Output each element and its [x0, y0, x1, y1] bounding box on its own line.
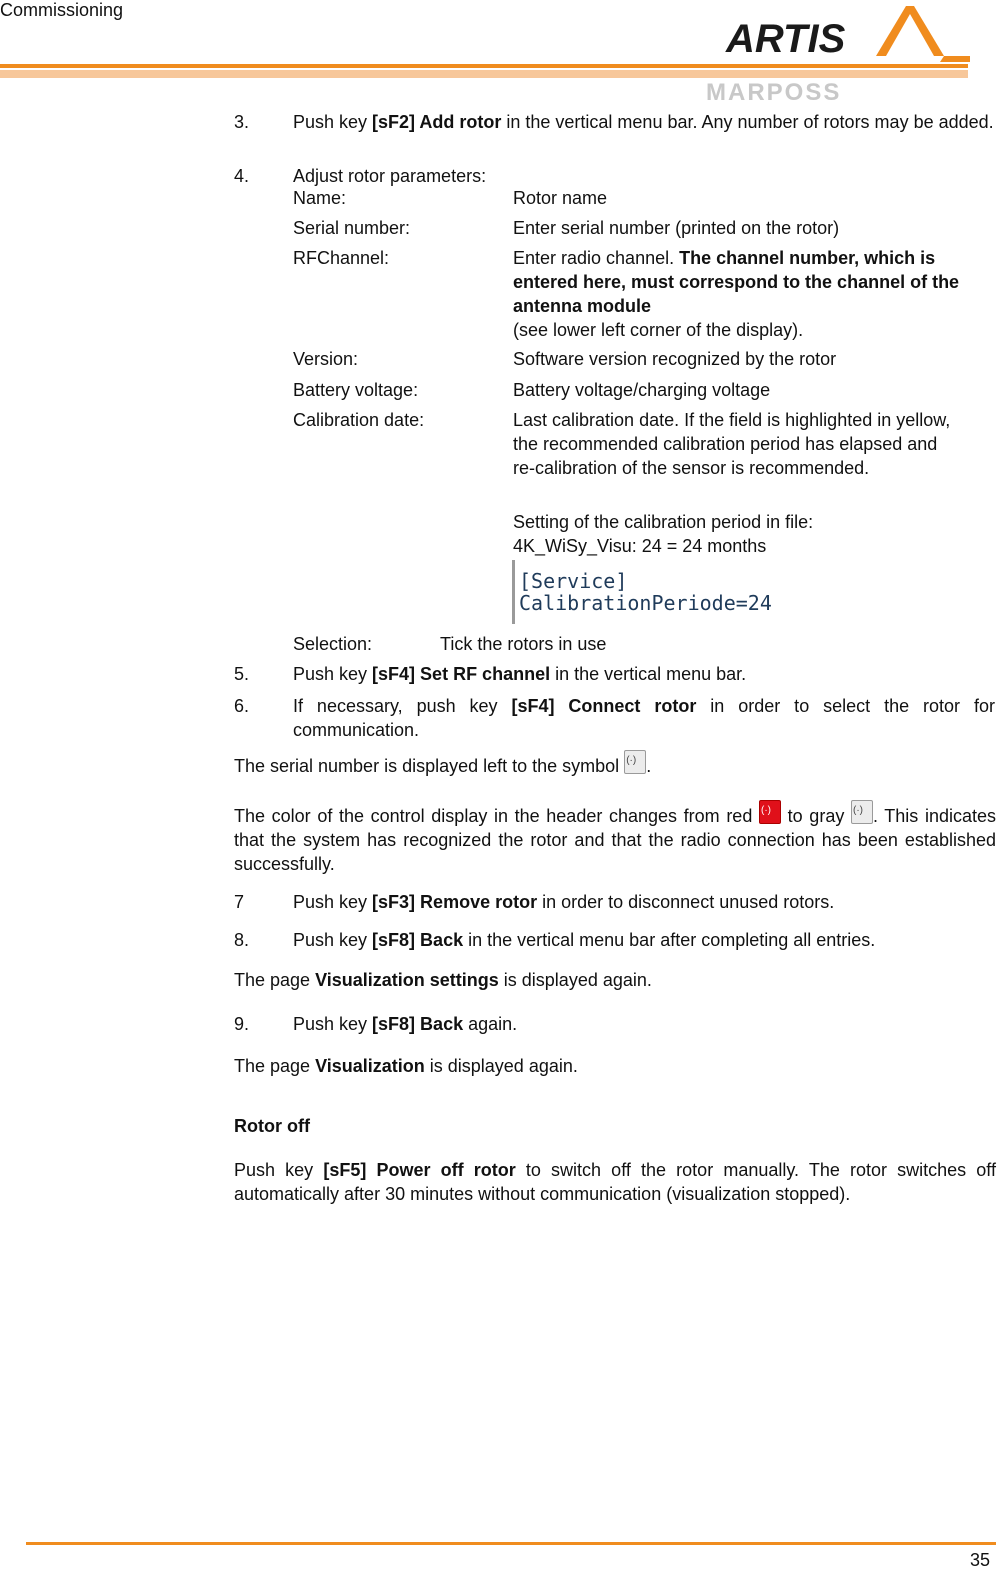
step-number: 8. — [234, 930, 250, 950]
step-number: 6. — [234, 696, 250, 716]
param-label: Selection: — [293, 634, 373, 654]
footer-line — [26, 1542, 996, 1545]
param-value: Tick the rotors in use — [440, 634, 607, 654]
key-remove-rotor: [sF3] Remove rotor — [372, 892, 538, 912]
rotor-off-text: Push key [sF5] Power off rotor to switch off the rotor manually. The rotor switches off automatically after 30 minutes without communication (visualization stopped). — [234, 1160, 996, 1204]
param-value: Last calibration date. If the field is highlighted in yellow, the recommended calibration period has elapsed and re-calibration of the sensor is recommended. — [513, 410, 951, 478]
code-line: [Service] — [519, 569, 628, 593]
param-value-rf-channel: Enter radio channel. The channel number, which is entered here, must correspond to the channel of the antenna module (see lower left corner of the display). — [513, 248, 960, 340]
param-label: Name: — [293, 188, 347, 208]
step-9-text: Push key [sF8] Back again. — [293, 1014, 518, 1034]
key-back: [sF8] Back — [372, 930, 464, 950]
control-display-color-note: The color of the control display in the header changes from red (·) to gray (·) . This indicates that the system has recognized the rotor and that the radio connection has been established successfully. — [234, 800, 996, 876]
page-number: 35 — [970, 1550, 991, 1570]
param-label: Battery voltage: — [293, 380, 419, 400]
step-6-text: If necessary, push key [sF4] Connect rotor in order to select the rotor for communication. — [293, 696, 995, 740]
param-value: Enter serial number (printed on the rotor) — [513, 218, 840, 238]
serial-number-note: The serial number is displayed left to the symbol (·) . — [234, 750, 996, 778]
config-code-snippet — [512, 560, 785, 624]
step-5-text: Push key [sF4] Set RF channel in the vertical menu bar. — [293, 664, 747, 684]
visualization-settings-note: The page Visualization settings is displayed again. — [234, 970, 652, 990]
param-value: Battery voltage/charging voltage — [513, 380, 771, 400]
param-label: RFChannel: — [293, 248, 390, 268]
step-7-text: Push key [sF3] Remove rotor in order to disconnect unused rotors. — [293, 892, 835, 912]
key-back: [sF8] Back — [372, 1014, 464, 1034]
step-8-text: Push key [sF8] Back in the vertical menu bar after completing all entries. — [293, 930, 876, 950]
calibration-setting-note: Setting of the calibration period in file: 4K_WiSy_Visu: 24 = 24 months — [513, 512, 814, 556]
artis-marposs-logo — [700, 0, 972, 104]
section-title: Commissioning — [0, 0, 124, 20]
rf-channel-warning: The channel number, which is entered here, must correspond to the channel of the antenna module — [513, 248, 960, 316]
step-number: 4. — [234, 166, 250, 186]
key-connect-rotor: [sF4] Connect rotor — [511, 696, 697, 716]
param-label: Calibration date: — [293, 410, 425, 430]
step-number: 9. — [234, 1014, 250, 1034]
param-label: Version: — [293, 349, 359, 369]
key-add-rotor: [sF2] Add rotor — [372, 112, 502, 132]
param-value: Software version recognized by the rotor — [513, 349, 837, 369]
step-number: 5. — [234, 664, 250, 684]
code-line: CalibrationPeriode=24 — [519, 591, 772, 615]
radio-gray-icon — [851, 800, 873, 824]
param-label: Serial number: — [293, 218, 411, 238]
rotor-off-heading: Rotor off — [234, 1116, 310, 1136]
radio-red-icon — [759, 800, 781, 824]
radio-gray-icon — [624, 750, 646, 774]
key-set-rf-channel: [sF4] Set RF channel — [372, 664, 551, 684]
logo-sub-text: MARPOSS — [706, 79, 842, 104]
step-4-text: Adjust rotor parameters: — [293, 166, 487, 186]
step-3-text: Push key [sF2] Add rotor in the vertical menu bar. Any number of rotors may be added. — [293, 112, 994, 132]
logo-brand-text: ARTIS — [726, 17, 846, 61]
visualization-note: The page Visualization is displayed again. — [234, 1056, 578, 1076]
param-value: Rotor name — [513, 188, 608, 208]
key-power-off-rotor: [sF5] Power off rotor — [323, 1160, 516, 1180]
step-number: 3. — [234, 112, 250, 132]
step-number: 7 — [234, 892, 245, 912]
